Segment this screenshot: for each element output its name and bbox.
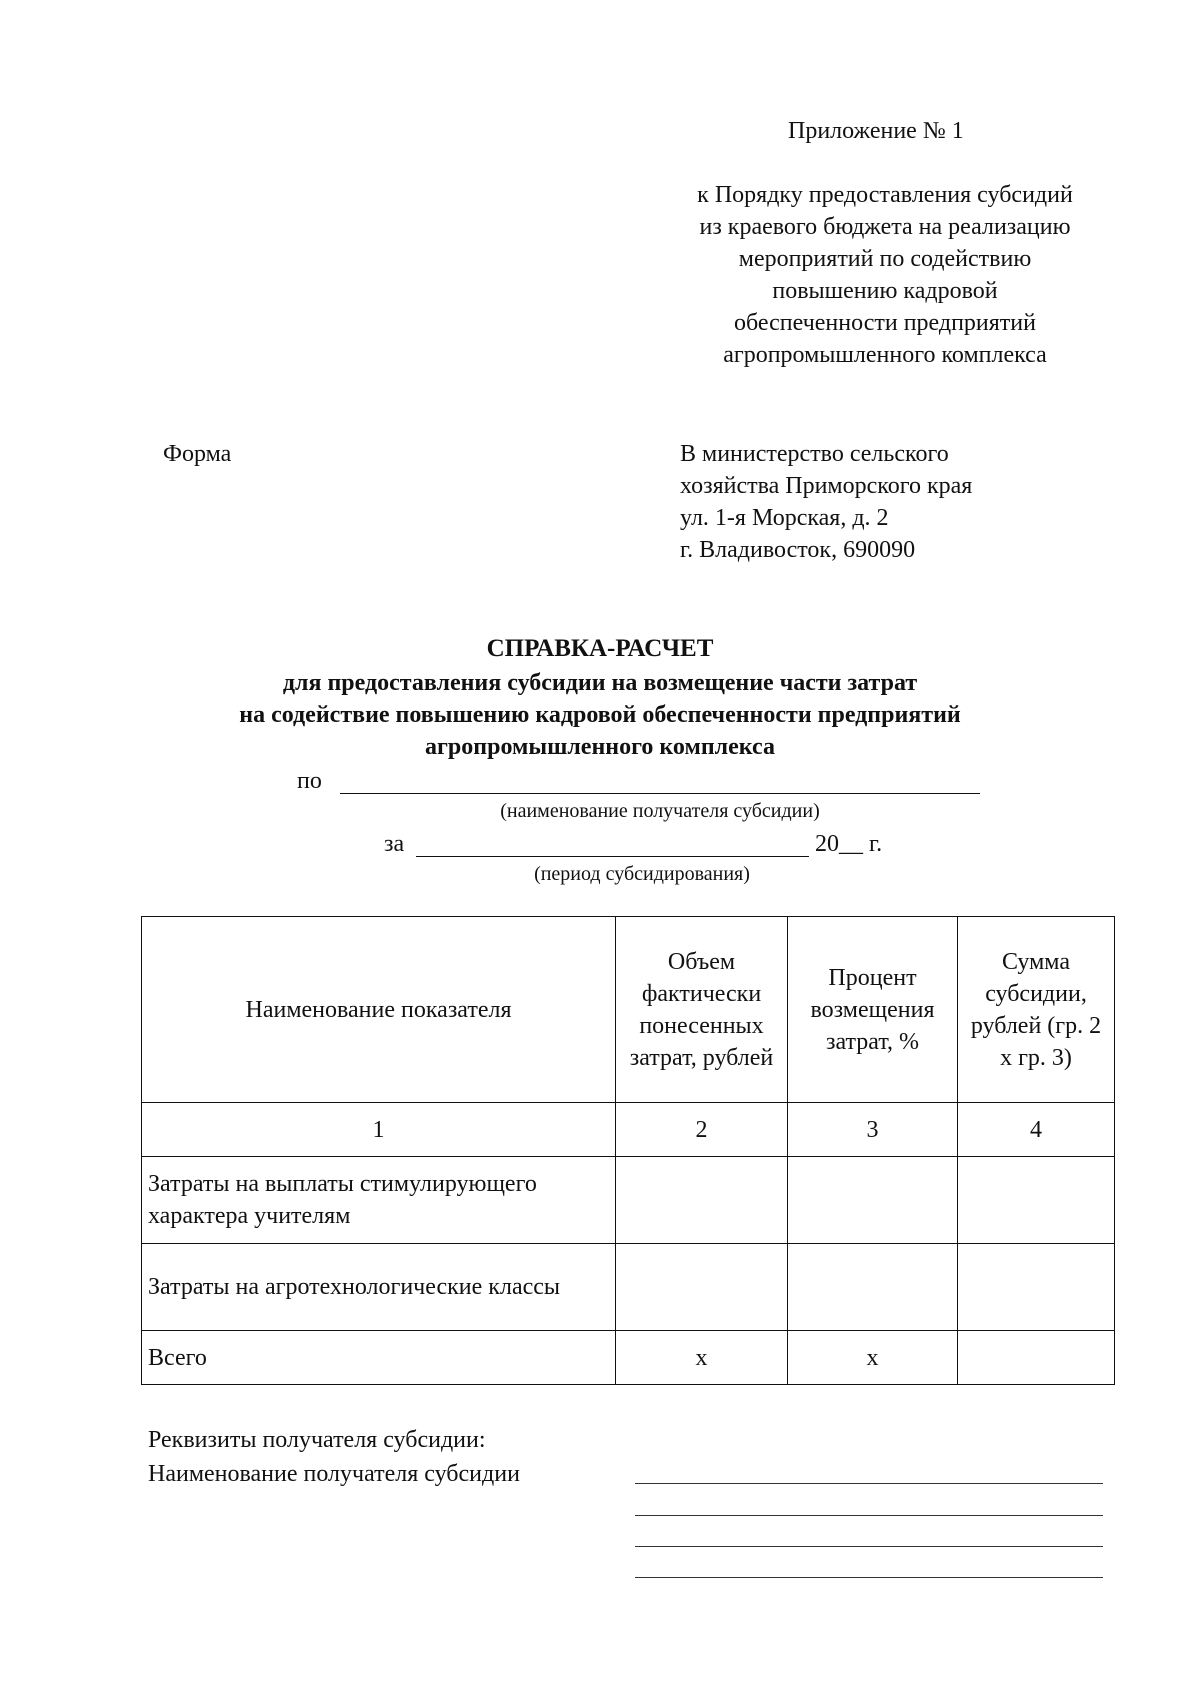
table-row [142, 1244, 1115, 1331]
cell-reimbursement-percent[interactable] [788, 1244, 958, 1331]
appendix-reference-line: к Порядку предоставления субсидий [697, 182, 1073, 208]
table-row [142, 1157, 1115, 1244]
addressee-line: ул. 1-я Морская, д. 2 [680, 505, 889, 531]
table-header-row [142, 917, 1115, 1103]
recipient-name-field[interactable] [340, 793, 980, 794]
cell-subsidy-amount[interactable] [958, 1157, 1115, 1244]
cell-actual-costs[interactable] [616, 1157, 788, 1244]
requisites-field[interactable] [635, 1515, 1103, 1516]
column-number: 4 [958, 1103, 1115, 1157]
appendix-reference-line: агропромышленного комплекса [723, 342, 1047, 368]
period-year: 20__ г. [815, 831, 883, 857]
subtitle-line: агропромышленного комплекса [425, 734, 775, 760]
column-number: 3 [788, 1103, 958, 1157]
cell-reimbursement-percent: х [788, 1331, 958, 1385]
requisites-field[interactable] [635, 1546, 1103, 1547]
appendix-reference [650, 179, 1120, 371]
cell-reimbursement-percent[interactable] [788, 1157, 958, 1244]
header-subsidy-amount: Сумма субсидии, рублей (гр. 2 х гр. 3) [958, 917, 1115, 1103]
appendix-reference-line: мероприятий по содействию [738, 246, 1032, 272]
table-total-row [142, 1331, 1115, 1385]
header-reimbursement-percent: Процент возмещения затрат, % [788, 917, 958, 1103]
header-indicator-name: Наименование показателя [142, 917, 616, 1103]
recipient-name-label: Наименование получателя субсидии [148, 1461, 520, 1487]
document-title: СПРАВКА-РАСЧЕТ [486, 635, 714, 662]
appendix-reference-line: повышению кадровой [772, 278, 998, 304]
addressee-block [680, 438, 972, 566]
subtitle-line: для предоставления субсидии на возмещение части затрат [282, 670, 918, 696]
requisites-field[interactable] [635, 1577, 1103, 1578]
requisites-field[interactable] [635, 1483, 1103, 1484]
row-name: Затраты на агротехнологические классы [142, 1244, 616, 1331]
period-field[interactable] [416, 856, 809, 857]
table-column-numbers-row [142, 1103, 1115, 1157]
period-caption: (период субсидирования) [534, 863, 750, 885]
addressee-line: хозяйства Приморского края [680, 473, 973, 499]
cell-actual-costs[interactable] [616, 1244, 788, 1331]
row-name: Всего [142, 1331, 616, 1385]
recipient-prefix: по [297, 768, 322, 794]
cell-actual-costs: х [616, 1331, 788, 1385]
document-subtitle [0, 667, 1200, 763]
recipient-caption: (наименование получателя субсидии) [500, 800, 820, 822]
cell-subsidy-amount[interactable] [958, 1244, 1115, 1331]
addressee-line: В министерство сельского [680, 441, 949, 467]
period-prefix: за [384, 831, 405, 857]
column-number: 1 [142, 1103, 616, 1157]
appendix-title: Приложение № 1 [788, 118, 964, 144]
column-number: 2 [616, 1103, 788, 1157]
requisites-heading: Реквизиты получателя субсидии: [148, 1427, 486, 1453]
form-label: Форма [163, 441, 232, 467]
appendix-reference-line: из краевого бюджета на реализацию [699, 214, 1071, 240]
row-name: Затраты на выплаты стимулирующего характера учителям [142, 1157, 616, 1244]
calculation-table [141, 916, 1115, 1385]
addressee-line: г. Владивосток, 690090 [680, 537, 916, 563]
header-actual-costs: Объем фактически понесенных затрат, рублей [616, 917, 788, 1103]
appendix-reference-line: обеспеченности предприятий [734, 310, 1036, 336]
cell-subsidy-amount[interactable] [958, 1331, 1115, 1385]
subtitle-line: на содействие повышению кадровой обеспеченности предприятий [239, 702, 961, 728]
